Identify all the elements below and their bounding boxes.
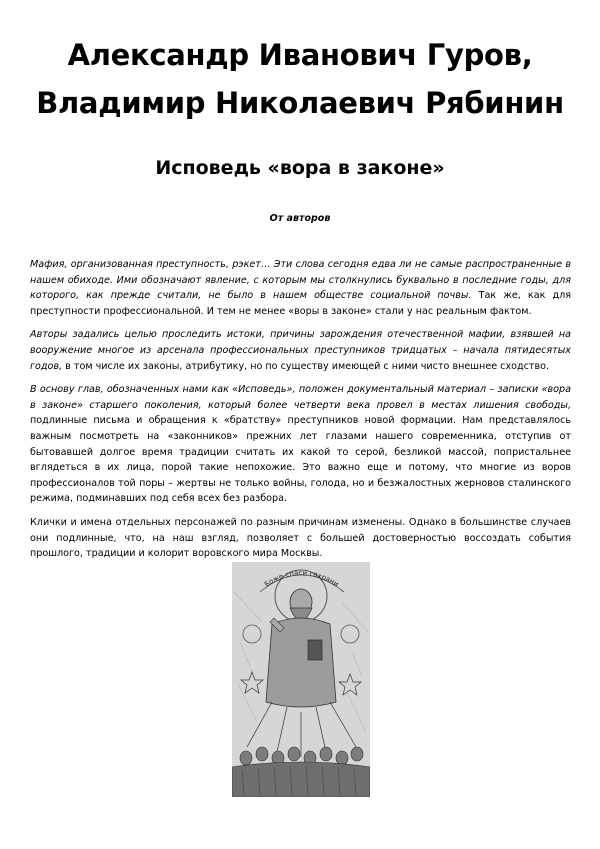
section-subtitle: От авторов	[269, 213, 331, 224]
paragraph-3	[30, 382, 571, 507]
paragraph-1-italic: Мафия, организованная преступность, рэкет… Эти слова сегодня едва ли не самые распространенные в нашем обиходе. Ими обозначают явление, с которым мы столкнулись буквально в последние годы, для которого, как прежде считали, не было в нашем обществе социальной почвы.	[30, 259, 571, 302]
book-title: Исповедь «вора в законе»	[155, 157, 445, 179]
paragraph-2-italic: Авторы задались целью проследить истоки, причины зарождения отечественной мафии, взявшей на вооружение многое из арсенала профессиональных преступников тридцатых – начала пятидесятых годов,	[30, 329, 571, 372]
banner-text: Боже спаси сохрани	[263, 568, 341, 589]
author-name-1: Александр Иванович Гуров,	[67, 38, 533, 72]
paragraph-1-regular: Так же, как для преступности профессиональной. И тем не менее «воры в законе» стали у нас реальным фактом.	[30, 290, 571, 317]
paragraph-4: Клички и имена отдельных персонажей по разным причинам изменены. Однако в большинстве случаев они подлинные, что, на наш взгляд, позволяет с большей достоверностью воссоздать события прошлого, традиции и колорит воровского мира Москвы.	[30, 516, 571, 560]
paragraph-3-regular: подлинные письма и обращения к «братству» преступников новой формации. Нам представлялось важным посмотреть на «законников» прежних лет глазами нашего современника, отступив от бытовавшей долгое время традиции считать их какой то серой, безликой массой, попристальнее вглядеться в их лица, порой такие непохожие. Это важно еще и потому, что многие из воров профессионалов той поры – жертвы не только войны, голода, но и безжалостных жерновов сталинского режима, подминавших под себя всех без разбора.	[30, 415, 571, 505]
illustration-svg	[232, 562, 370, 797]
illustration-prison-drawing	[232, 562, 370, 797]
author-name-2: Владимир Николаевич Рябинин	[36, 86, 564, 120]
body-text	[30, 257, 571, 570]
paragraph-3-italic: В основу глав, обозначенных нами как «Исповедь», положен документальный материал – записки «вора в законе» старшего поколения, который более четверти века провел в местах лишения свободы,	[30, 384, 571, 411]
paragraph-2-regular: в том числе их законы, атрибутику, но по существу имеющей с ними чисто внешнее сходство.	[62, 360, 550, 372]
paragraph-1	[30, 257, 571, 319]
paragraph-2	[30, 327, 571, 374]
